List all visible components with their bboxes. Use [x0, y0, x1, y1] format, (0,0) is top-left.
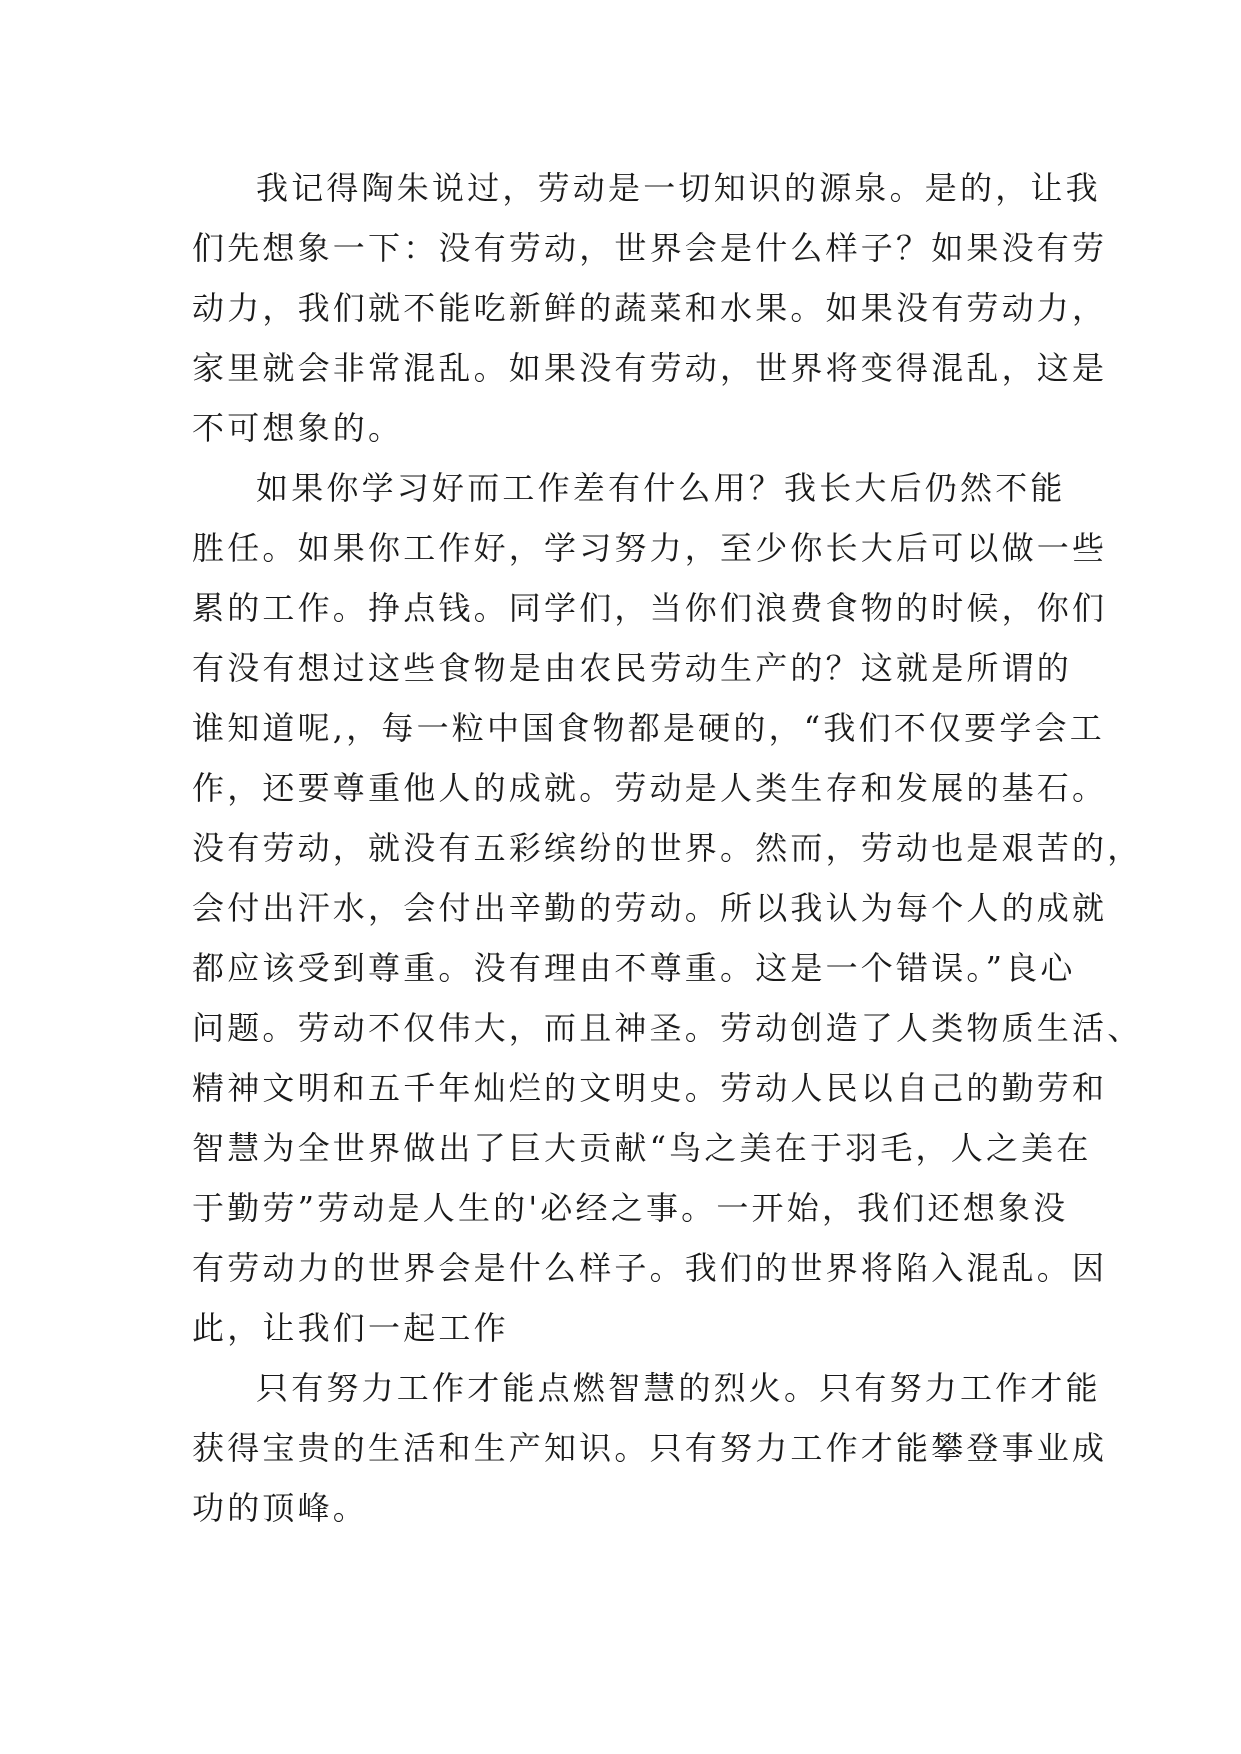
- paragraph-2-line-14: 有劳动力的世界会是什么样子。我们的世界将陷入混乱。因: [192, 1249, 1108, 1287]
- paragraph-1-line-2: 们先想象一下：没有劳动，世界会是什么样子？如果没有劳: [192, 229, 1108, 267]
- paragraph-2-line-1: 如果你学习好而工作差有什么用？我长大后仍然不能: [256, 469, 1066, 507]
- paragraph-2-line-9: 都应该受到尊重。没有理由不尊重。这是一个错误。”良心: [192, 949, 1076, 987]
- paragraph-2-line-10: 问题。劳动不仅伟大，而且神圣。劳动创造了人类物质生活、: [192, 1009, 1143, 1047]
- paragraph-1-line-5: 不可想象的。: [192, 409, 404, 447]
- paragraph-2-line-8: 会付出汗水，会付出辛勤的劳动。所以我认为每个人的成就: [192, 889, 1108, 927]
- paragraph-2-line-5: 谁知道呢,，每一粒中国食物都是硬的，“我们不仅要学会工: [192, 709, 1105, 747]
- paragraph-2-line-12: 智慧为全世界做出了巨大贡献“鸟之美在于羽毛，人之美在: [192, 1129, 1092, 1167]
- paragraph-1-line-4: 家里就会非常混乱。如果没有劳动，世界将变得混乱，这是: [192, 349, 1108, 387]
- paragraph-2-line-2: 胜任。如果你工作好，学习努力，至少你长大后可以做一些: [192, 529, 1108, 567]
- paragraph-2-line-11: 精神文明和五千年灿烂的文明史。劳动人民以自己的勤劳和: [192, 1069, 1108, 1107]
- paragraph-2-line-7: 没有劳动，就没有五彩缤纷的世界。然而，劳动也是艰苦的，: [192, 829, 1143, 867]
- paragraph-2-line-3: 累的工作。挣点钱。同学们，当你们浪费食物的时候，你们: [192, 589, 1108, 627]
- paragraph-2-line-6: 作，还要尊重他人的成就。劳动是人类生存和发展的基石。: [192, 769, 1108, 807]
- paragraph-1-line-1: 我记得陶朱说过，劳动是一切知识的源泉。是的，让我: [256, 169, 1101, 207]
- paragraph-1-line-3: 动力，我们就不能吃新鲜的蔬菜和水果。如果没有劳动力，: [192, 289, 1108, 327]
- paragraph-3-line-1: 只有努力工作才能点燃智慧的烈火。只有努力工作才能: [256, 1369, 1101, 1407]
- document-body: [192, 158, 1143, 1538]
- paragraph-2-line-15: 此，让我们一起工作: [192, 1309, 509, 1347]
- paragraph-2-line-13: 于勤劳”劳动是人生的'必经之事。一开始，我们还想象没: [192, 1189, 1069, 1227]
- paragraph-3-line-2: 获得宝贵的生活和生产知识。只有努力工作才能攀登事业成: [192, 1429, 1108, 1467]
- paragraph-2-line-4: 有没有想过这些食物是由农民劳动生产的？这就是所谓的: [192, 649, 1073, 687]
- paragraph-3-line-3: 功的顶峰。: [192, 1489, 369, 1527]
